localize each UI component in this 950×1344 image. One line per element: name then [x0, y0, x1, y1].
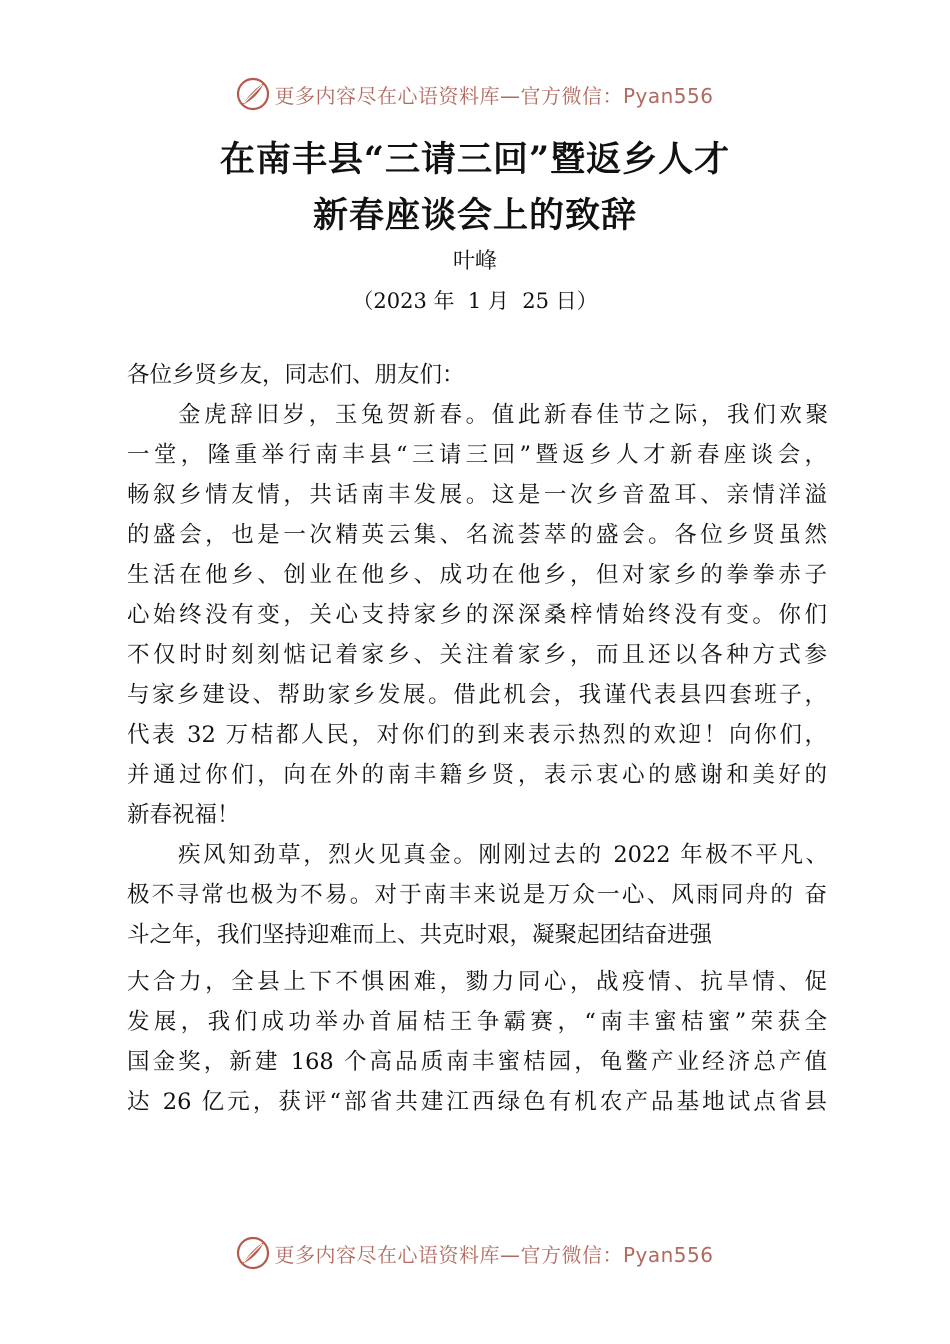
paragraph-1-line: 不仅时时刻刻惦记着家乡、关注着家乡，而且还以各种方式参 — [127, 642, 827, 668]
watermark-text: 更多内容尽在心语资料库—官方微信：Pyan556 — [274, 83, 714, 108]
paragraph-2-line: 极不寻常也极为不易。对于南丰来说是万众一心、风雨同舟的 奋 — [127, 882, 827, 908]
paragraph-1-line: 与家乡建设、帮助家乡发展。借此机会，我谨代表县四套班子， — [127, 682, 827, 708]
paragraph-2-line: 发展，我们成功举办首届桔王争霸赛，“南丰蜜桔蜜”荣获全 — [127, 1009, 827, 1035]
paragraph-2-line: 斗之年，我们坚持迎难而上、共克时艰，凝聚起团结奋进强 — [127, 922, 713, 948]
paragraph-1-line: 代表 32 万桔都人民，对你们的到来表示热烈的欢迎！向你们， — [127, 722, 827, 748]
paragraph-1-line: 畅叙乡情友情，共话南丰发展。这是一次乡音盈耳、亲情洋溢 — [127, 482, 827, 508]
paragraph-1-line: 心始终没有变，关心支持家乡的深深桑梓情始终没有变。你们 — [127, 602, 827, 628]
document-title-line-2: 新春座谈会上的致辞 — [312, 195, 637, 236]
document-title-line-1: 在南丰县“三请三回”暨返乡人才 — [219, 139, 731, 180]
bottom-watermark — [0, 1233, 950, 1273]
paragraph-1-line: 的盛会，也是一次精英云集、名流荟萃的盛会。各位乡贤虽然 — [127, 522, 827, 548]
speech-date: （2023 年 1 月 25 日） — [352, 289, 598, 313]
paragraph-1-line: 一堂，隆重举行南丰县“三请三回”暨返乡人才新春座谈会， — [127, 442, 827, 468]
paragraph-2-line: 达 26 亿元，获评“部省共建江西绿色有机农产品基地试点省县 — [127, 1089, 827, 1115]
paragraph-1-line: 新春祝福！ — [127, 802, 240, 828]
author-name: 叶峰 — [452, 249, 497, 274]
paragraph-2-line: 国金奖，新建 168 个高品质南丰蜜桔园，龟鳖产业经济总产值 — [127, 1049, 827, 1075]
watermark-text: 更多内容尽在心语资料库—官方微信：Pyan556 — [274, 1242, 714, 1267]
paragraph-1-line: 并通过你们，向在外的南丰籍乡贤，表示衷心的感谢和美好的 — [127, 762, 827, 788]
feather-logo-icon — [236, 77, 270, 111]
feather-logo-icon — [236, 1236, 270, 1270]
paragraph-1-line: 金虎辞旧岁，玉兔贺新春。值此新春佳节之际，我们欢聚 — [178, 402, 828, 428]
top-watermark — [0, 74, 950, 114]
paragraph-2-line: 疾风知劲草，烈火见真金。刚刚过去的 2022 年极不平凡、 — [178, 842, 828, 868]
paragraph-1-line: 生活在他乡、创业在他乡、成功在他乡，但对家乡的拳拳赤子 — [127, 562, 827, 588]
salutation: 各位乡贤乡友，同志们、朋友们： — [127, 362, 465, 388]
paragraph-2-line: 大合力，全县上下不惧困难，勠力同心，战疫情、抗旱情、促 — [127, 969, 827, 995]
